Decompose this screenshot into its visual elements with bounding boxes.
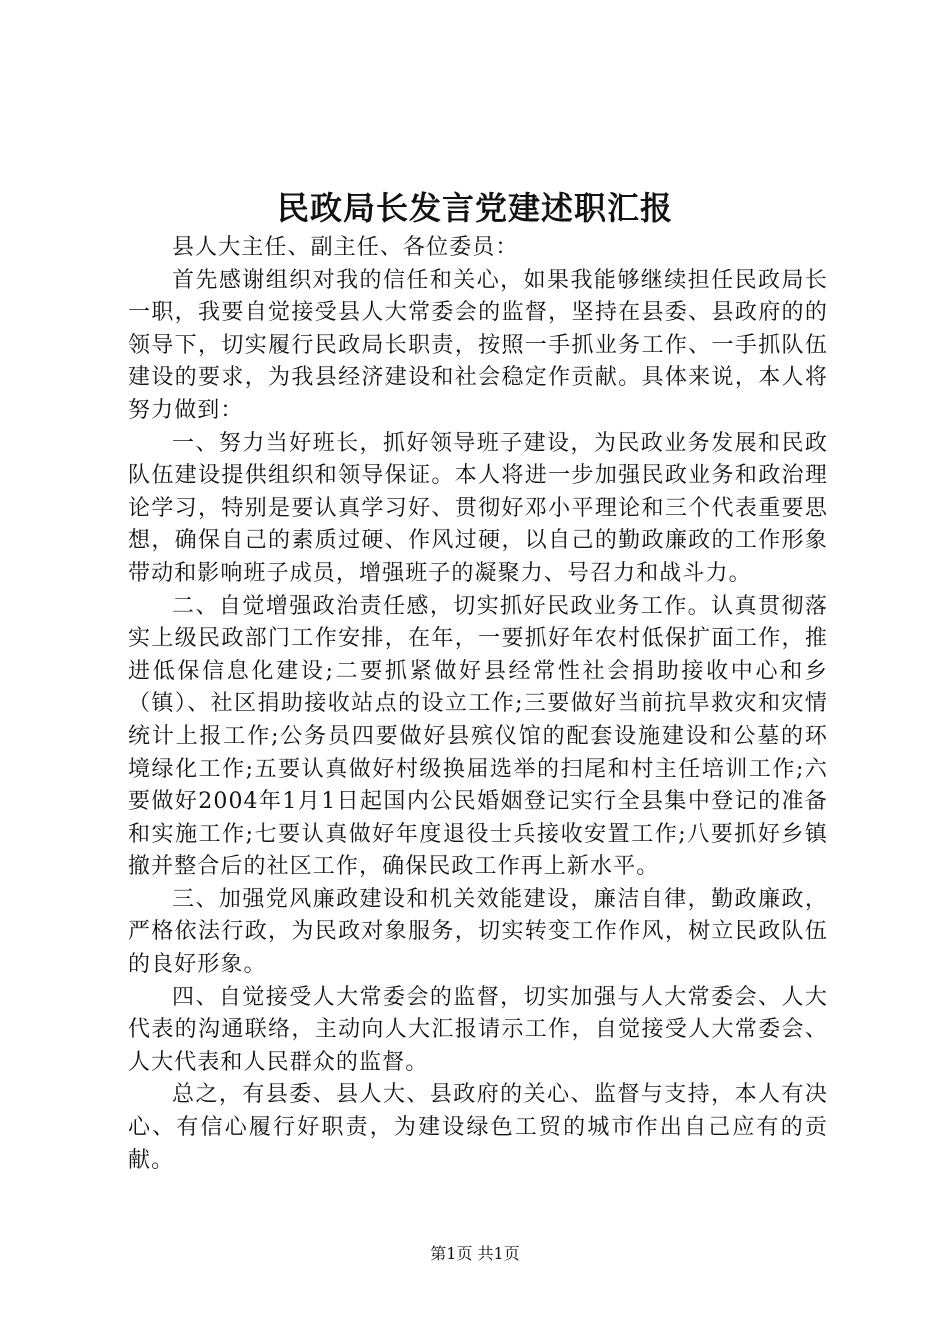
paragraph-conclusion: 总之，有县委、县人大、县政府的关心、监督与支持，本人有决心、有信心履行好职责，为建设绿色工贸的城市作出自己应有的贡献。	[128, 1082, 828, 1173]
page-number: 第1页	[430, 1244, 473, 1263]
salutation: 县人大主任、副主任、各位委员：	[172, 235, 519, 260]
paragraph-3: 三、加强党风廉政建设和机关效能建设，廉洁自律，勤政廉政，严格依法行政，为民政对象服务，切实转变工作作风，树立民政队伍的良好形象。	[128, 886, 828, 978]
paragraph-2: 二、自觉增强政治责任感，切实抓好民政业务工作。认真贯彻落实上级民政部门工作安排，在年，一要抓好年农村低保扩面工作，推进低保信息化建设;二要抓紧做好县经常性社会捐助接收中心和乡（镇）、社区捐助接收站点的设立工作;三要做好当前抗旱救灾和灾情统计上报工作;公务员四要做好县殡仪馆的配套设施建设和公墓的环境绿化工作;五要认真做好村级换届选举的扫尾和村主任培训工作;六要做好2004年1月1日起国内公民婚姻登记实行全县集中登记的准备和实施工作;七要认真做好年度退役士兵接收安置工作;八要抓好乡镇撤并整合后的社区工作，确保民政工作再上新水平。	[128, 593, 828, 880]
page-total: 共1页	[477, 1244, 520, 1263]
paragraph-1: 一、努力当好班长，抓好领导班子建设，为民政业务发展和民政队伍建设提供组织和领导保证。本人将进一步加强民政业务和政治理论学习，特别是要认真学习好、贯彻好邓小平理论和三个代表重要思想，确保自己的素质过硬、作风过硬，以自己的勤政廉政的工作形象带动和影响班子成员，增强班子的凝聚力、号召力和战斗力。	[128, 430, 828, 586]
page-footer	[0, 1243, 950, 1265]
document-title: 民政局长发言党建述职汇报	[276, 189, 673, 227]
paragraph-intro: 首先感谢组织对我的信任和关心，如果我能够继续担任民政局长一职，我要自觉接受县人大常委会的监督，坚持在县委、县政府的的领导下，切实履行民政局长职责，按照一手抓业务工作、一手抓队伍建设的要求，为我县经济建设和社会稳定作贡献。具体来说，本人将努力做到：	[128, 267, 828, 423]
paragraph-4: 四、自觉接受人大常委会的监督，切实加强与人大常委会、人大代表的沟通联络，主动向人大汇报请示工作，自觉接受人大常委会、人大代表和人民群众的监督。	[128, 984, 828, 1075]
document-body	[128, 232, 828, 1177]
